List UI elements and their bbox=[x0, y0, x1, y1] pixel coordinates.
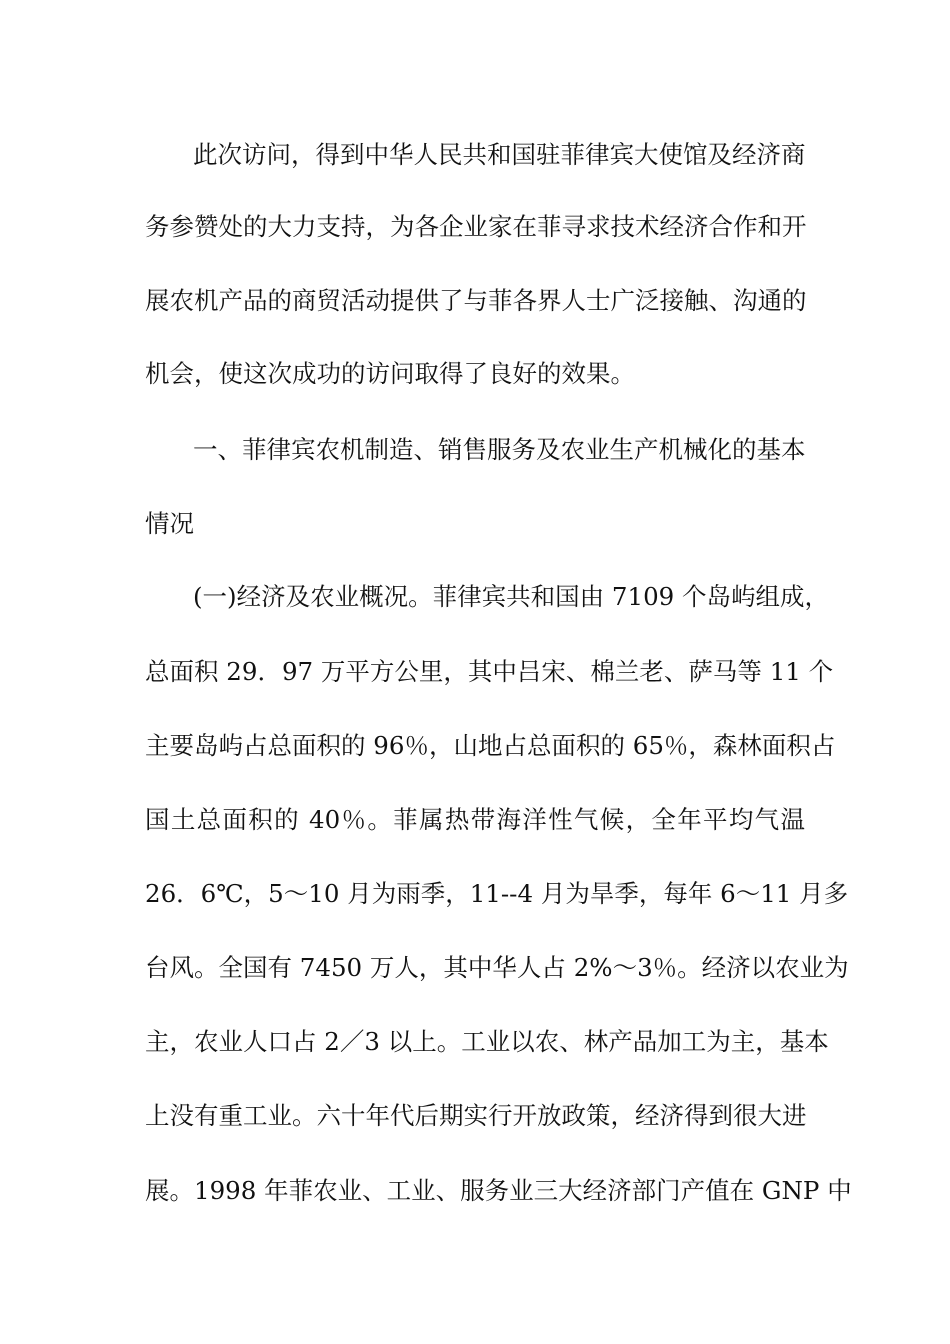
paragraph-2-line-5: 26．6℃，5～10 月为雨季，11--4 月为旱季，每年 6～11 月多 bbox=[145, 879, 849, 908]
section-heading-line-1: 一、菲律宾农机制造、销售服务及农业生产机械化的基本 bbox=[193, 435, 806, 464]
section-heading-line-2: 情况 bbox=[145, 509, 194, 538]
paragraph-1-line-1: 此次访问，得到中华人民共和国驻菲律宾大使馆及经济商 bbox=[193, 140, 806, 169]
paragraph-1-line-3: 展农机产品的商贸活动提供了与菲各界人士广泛接触、沟通的 bbox=[145, 286, 807, 315]
paragraph-1-line-4: 机会，使这次成功的访问取得了良好的效果。 bbox=[145, 359, 635, 388]
paragraph-2-line-3: 主要岛屿占总面积的 96％，山地占总面积的 65％，森林面积占 bbox=[145, 731, 836, 760]
paragraph-2-line-8: 上没有重工业。六十年代后期实行开放政策，经济得到很大进 bbox=[145, 1101, 807, 1130]
paragraph-1-line-2: 务参赞处的大力支持，为各企业家在菲寻求技术经济合作和开 bbox=[145, 212, 807, 241]
paragraph-2-line-4: 国土总面积的 40％。菲属热带海洋性气候，全年平均气温 bbox=[145, 805, 805, 834]
paragraph-2-line-2: 总面积 29．97 万平方公里，其中吕宋、棉兰老、萨马等 11 个 bbox=[145, 657, 834, 686]
paragraph-2-line-9: 展。1998 年菲农业、工业、服务业三大经济部门产值在 GNP 中 bbox=[145, 1176, 852, 1205]
paragraph-2-line-1: (一)经济及农业概况。菲律宾共和国由 7109 个岛屿组成， bbox=[193, 582, 830, 611]
paragraph-2-line-7: 主，农业人口占 2／3 以上。工业以农、林产品加工为主，基本 bbox=[145, 1027, 829, 1056]
paragraph-2-line-6: 台风。全国有 7450 万人，其中华人占 2%～3％。经济以农业为 bbox=[145, 953, 849, 982]
